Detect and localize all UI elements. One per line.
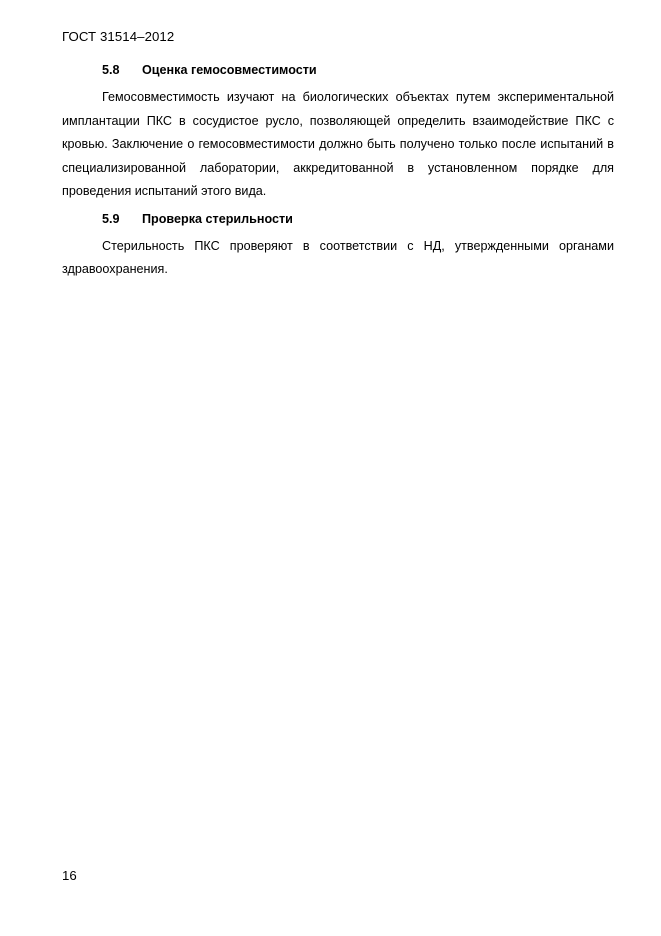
section-heading: [62, 211, 614, 228]
section-paragraph: Гемосовместимость изучают на биологических объектах путем экспериментальной имплантации ПКС в сосудистое русло, позволяющей определить взаимодействие ПКС с кровью. Заключение о гемосовместимости должно быть получено только после испытаний в специализированной лаборатории, аккредитованной в установленном порядке для проведения испытаний этого вида.: [62, 90, 614, 198]
section-title: Проверка стерильности: [142, 211, 293, 226]
section-5-8: [62, 62, 614, 204]
section-number: 5.8: [102, 63, 120, 77]
document-code: ГОСТ 31514–2012: [62, 29, 175, 44]
section-title: Оценка гемосовместимости: [142, 63, 317, 77]
section-5-9: [62, 211, 614, 282]
page-number: 16: [62, 868, 77, 883]
section-number: 5.9: [102, 211, 120, 226]
section-paragraph: Стерильность ПКС проверяют в соответствии с НД, утвержденными органами здравоохранения.: [62, 238, 614, 276]
section-heading: [62, 62, 614, 79]
document-body: [62, 62, 614, 282]
